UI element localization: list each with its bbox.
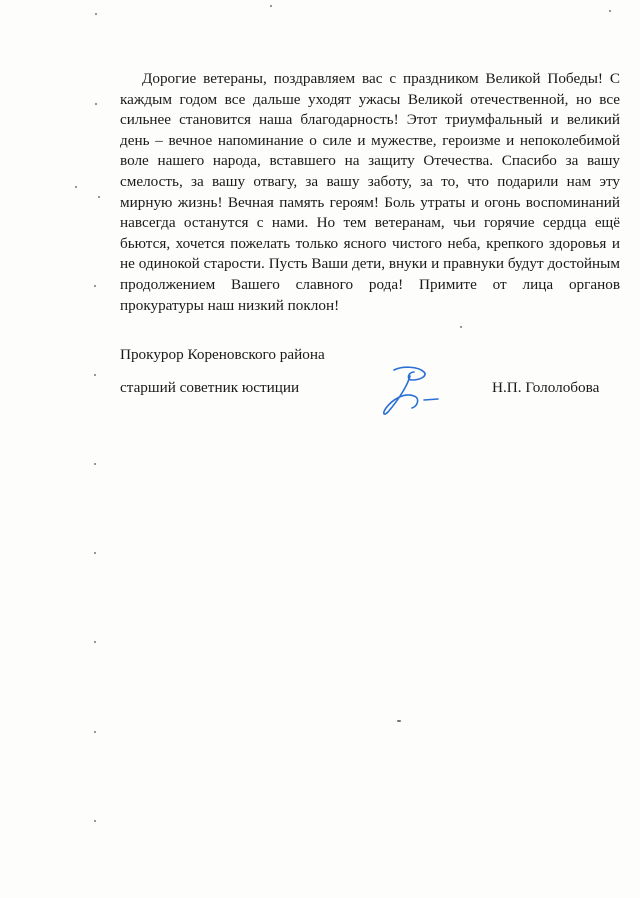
scan-speck bbox=[460, 326, 462, 328]
scan-speck bbox=[94, 552, 96, 554]
signatory-position: Прокурор Кореновского района bbox=[120, 346, 325, 363]
scan-speck bbox=[94, 374, 96, 376]
scan-speck bbox=[397, 720, 401, 722]
scan-speck bbox=[94, 731, 96, 733]
scan-speck bbox=[94, 285, 96, 287]
scan-speck bbox=[94, 820, 96, 822]
scan-speck bbox=[94, 463, 96, 465]
scan-speck bbox=[95, 103, 97, 105]
scan-speck bbox=[75, 186, 77, 188]
scan-speck bbox=[609, 10, 611, 12]
signatory-rank: старший советник юстиции bbox=[120, 379, 300, 396]
letter-body: Дорогие ветераны, поздравляем вас с праздником Великой Победы! С каждым годом все дальше уходят ужасы Великой отечественной, но все сильнее становится наша благодарность! Этот триумфальный и великий день – вечное напоминание о силе и мужестве, героизме и непоколебимой воле нашего народа, вставшего на защиту Отечества. Спасибо за вашу смелость, за вашу отвагу, за вашу заботу, за то, что подарили нам эту мирную жизнь! Вечная память героям! Боль утраты и огонь воспоминаний навсегда останутся с нами. Но тем ветеранам, чьи горячие сердца ещё бьются, хочется пожелать только ясного чистого неба, крепкого здоровья и не одинокой старости. Пусть Ваши дети, внуки и правнуки будут достойным продолжением Вашего славного рода! Примите от лица органов прокуратуры наш низкий поклон! bbox=[120, 70, 620, 314]
signatory-name: Н.П. Гололобова bbox=[492, 379, 600, 396]
scan-speck bbox=[270, 5, 272, 7]
scan-speck bbox=[94, 641, 96, 643]
scan-speck bbox=[98, 196, 100, 198]
handwritten-signature bbox=[374, 362, 454, 422]
scan-speck bbox=[95, 13, 97, 15]
